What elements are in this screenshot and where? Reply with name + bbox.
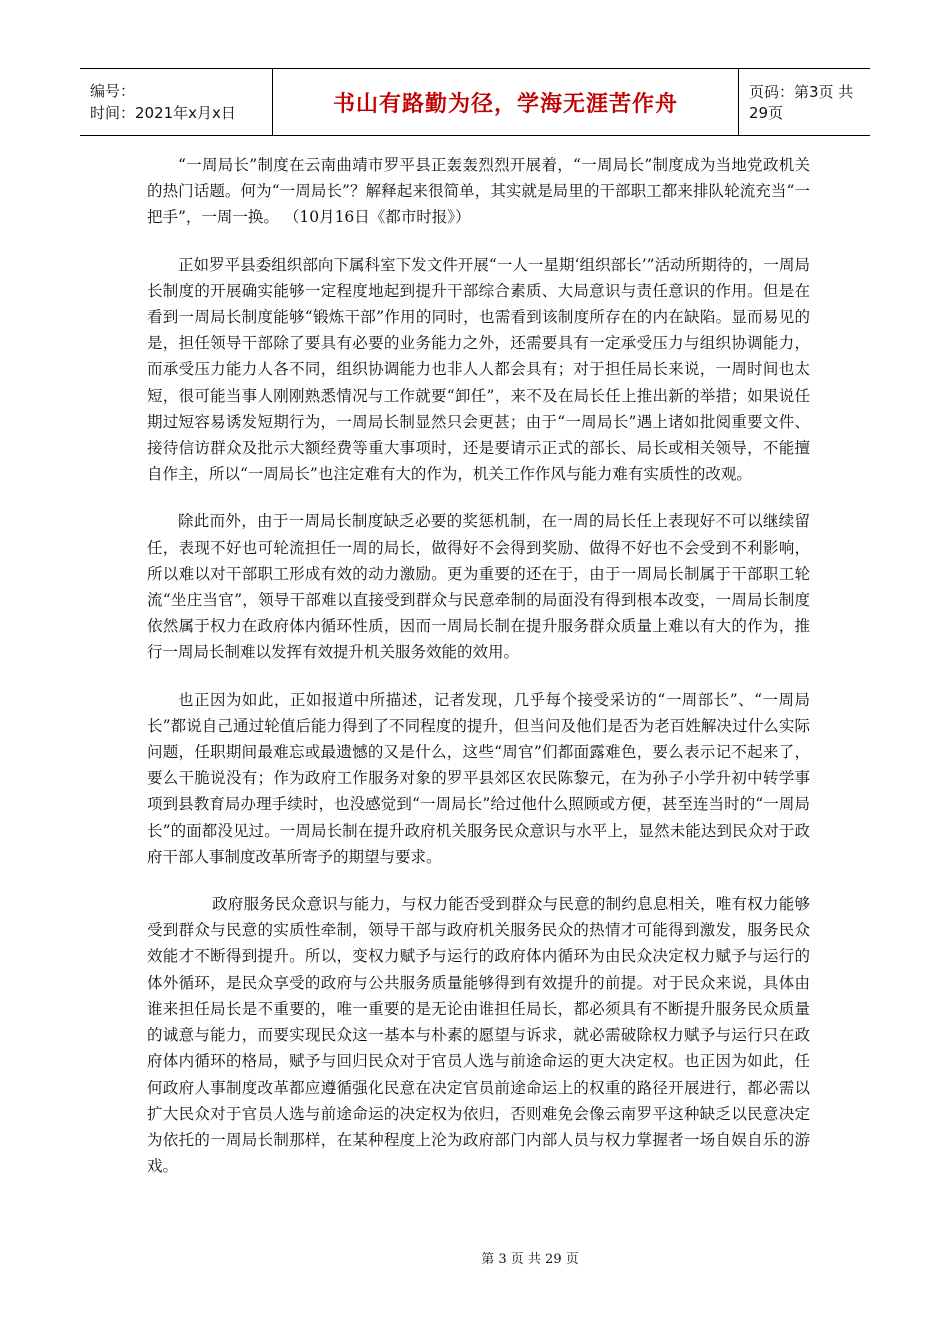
paragraph-4: 也正因为如此，正如报道中所描述，记者发现，几乎每个接受采访的“一周部长”、“一周局长”都说自己通过轮值后能力得到了不同程度的提升，但当问及他们是否为老百姓解决过什么实际问题，任职期间最难忘或最遗憾的又是什么，这些“周官”们都面露难色，要么表示记不起来了，要么干脆说没有；作为政府工作服务对象的罗平县郊区农民陈黎元，在为孙子小学升初中转学事项到县教育局办理手续时，也没感觉到“一周局长”给过他什么照顾或方便，甚至连当时的“一周局长”的面都没见过。一周局长制在提升政府机关服务民众意识与水平上，显然未能达到民众对于政府干部人事制度改革所寄予的期望与要求。 (147, 690, 810, 866)
header-motto: 书山有路勤为径，学海无涯苦作舟 (332, 91, 678, 117)
page-footer (0, 1248, 950, 1267)
header-meta (80, 69, 272, 135)
paragraph-3: 除此而外，由于一周局长制度缺乏必要的奖惩机制，在一周的局长任上表现好不可以继续留任，表现不好也可轮流担任一周的局长，做得好不会得到奖励、做得不好也不会受到不利影响，所以难以对干部职工形成有效的动力激励。更为重要的还在于，由于一周局长制属于干部职工轮流“坐庄当官”，领导干部难以直接受到群众与民意牵制的局面没有得到根本改变，一周局长制度依然属于权力在政府体内循环性质，因而一周局长制在提升服务群众质量上难以有大的作为，推行一周局长制难以发挥有效提升机关服务效能的效用。 (147, 512, 810, 662)
document-body (147, 152, 810, 1200)
document-time-label: 时间：2021年x月x日 (90, 104, 236, 122)
paragraph-1: “一周局长”制度在云南曲靖市罗平县正轰轰烈烈开展着，“一周局长”制度成为当地党政机关的热门话题。何为“一周局长”？解释起来很简单，其实就是局里的干部职工都来排队轮流充当“一把手”，一周一换。 （10月16日《都市时报》） (147, 156, 810, 227)
paragraph-2: 正如罗平县委组织部向下属科室下发文件开展“一人一星期‘组织部长’”活动所期待的，一周局长制度的开展确实能够一定程度地起到提升干部综合素质、大局意识与责任意识的作用。但是在看到一周局长制度能够“锻炼干部”作用的同时，也需看到该制度所存在的内在缺陷。显而易见的是，担任领导干部除了要具有必要的业务能力之外，还需要具有一定承受压力与组织协调能力，而承受压力能力人各不同，组织协调能力也非人人都会具有；对于担任局长来说，一周时间也太短，很可能当事人刚刚熟悉情况与工作就要“卸任”，来不及在局长任上推出新的举措；如果说任期过短容易诱发短期行为，一周局长制显然只会更甚；由于“一周局长”遇上诸如批阅重要文件、接待信访群众及批示大额经费等重大事项时，还是要请示正式的部长、局长或相关领导，不能擅自作主，所以“一周局长”也注定难有大的作为，机关工作作风与能力难有实质性的改观。 (147, 255, 810, 484)
paragraph-5: 政府服务民众意识与能力，与权力能否受到群众与民意的制约息息相关，唯有权力能够受到群众与民意的实质性牵制，领导干部与政府机关服务民众的热情才可能得到激发，服务民众效能才不断得到提升。所以，变权力赋予与运行的政府体内循环为由民众决定权力赋予与运行的体外循环，是民众享受的政府与公共服务质量能够得到有效提升的前提。对于民众来说，具体由谁来担任局长是不重要的，唯一重要的是无论由谁担任局长，都必须具有不断提升服务民众质量的诚意与能力，而要实现民众这一基本与朴素的愿望与诉求，就必需破除权力赋予与运行只在政府体内循环的格局，赋予与回归民众对于官员人选与前途命运的更大决定权。也正因为如此，任何政府人事制度改革都应遵循强化民意在决定官员前途命运上的权重的路径开展进行，都必需以扩大民众对于官员人选与前途命运的决定权为依归，否则难免会像云南罗平这种缺乏以民意决定为依托的一周局长制那样，在某种程度上沦为政府部门内部人员与权力掌握者一场自娱自乐的游戏。 (147, 895, 810, 1176)
page-header (80, 68, 870, 136)
header-motto-cell (272, 69, 739, 135)
document-number-label: 编号： (90, 82, 136, 100)
header-page-number: 页码：第3页 共29页 (749, 83, 854, 122)
header-page-cell (739, 69, 870, 135)
footer-page-number: 第 3 页 共 29 页 (481, 1252, 579, 1267)
